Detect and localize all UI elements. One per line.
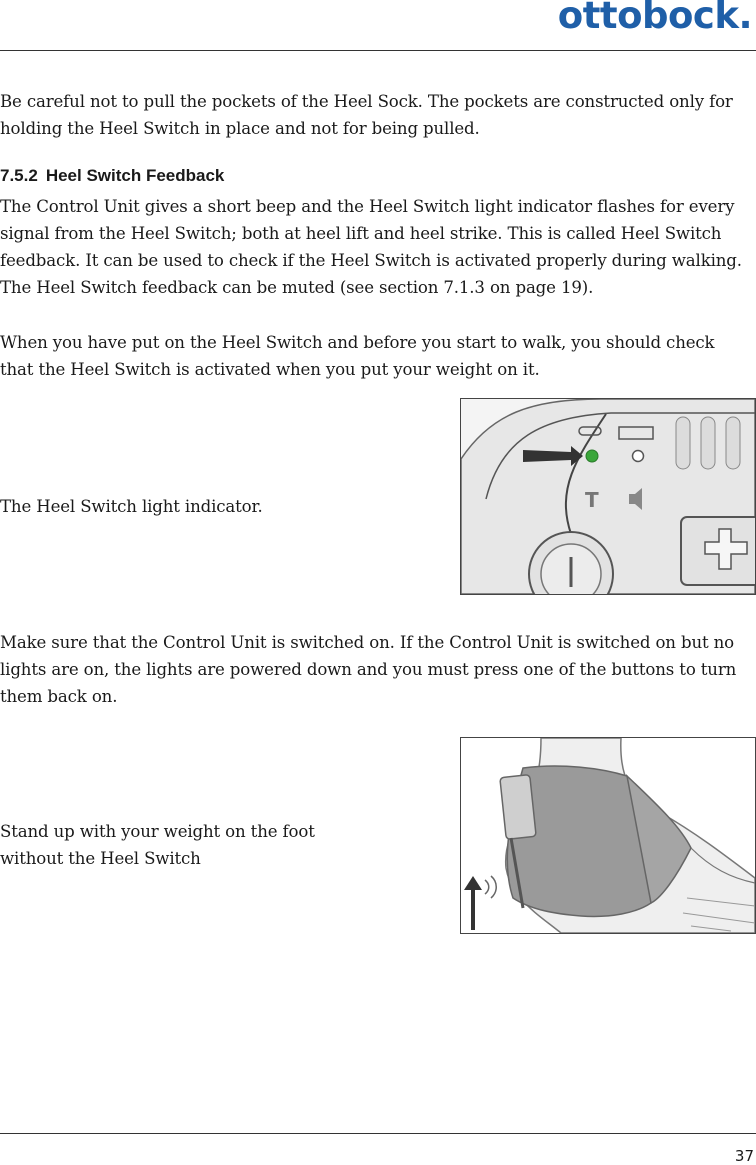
pocket-warning-paragraph: Be careful not to pull the pockets of the Heel Sock. The pockets are constructed only for holding the Heel Switch in place and not for being pulled. <box>0 92 733 138</box>
indicator-caption: The Heel Switch light indicator. <box>0 497 263 516</box>
ottobock-logo: ottobock. <box>557 0 752 37</box>
footer-rule <box>0 1133 756 1134</box>
control-unit-figure <box>460 398 756 595</box>
header-rule <box>0 50 756 51</box>
stand-up-caption <box>0 818 315 872</box>
section-number: 7.5.2 <box>0 166 38 185</box>
feedback-paragraph: The Control Unit gives a short beep and the Heel Switch light indicator flashes for every signal from the Heel Switch; both at heel lift and heel strike. This is called Heel Switch feedback. It can be used to check if the Heel Switch is activated properly during walking. The Heel Switch feedback can be muted (see section 7.1.3 on page 19). <box>0 197 742 297</box>
check-activation-paragraph: When you have put on the Heel Switch and before you start to walk, you should check that the Heel Switch is activated when you put your weight on it. <box>0 333 715 379</box>
switched-on-paragraph: Make sure that the Control Unit is switched on. If the Control Unit is switched on but no lights are on, the lights are powered down and you must press one of the buttons to turn them back on. <box>0 633 737 706</box>
stand-up-caption-line1: Stand up with your weight on the foot <box>0 822 315 841</box>
svg-text:T: T <box>585 488 599 512</box>
heel-switch-led <box>586 450 598 462</box>
page-number: 37 <box>734 1147 754 1165</box>
heel-sock-illustration <box>461 738 755 933</box>
control-unit-illustration <box>461 399 755 594</box>
section-heading <box>0 166 224 186</box>
section-title: Heel Switch Feedback <box>45 166 225 185</box>
stand-up-caption-line2: without the Heel Switch <box>0 849 201 868</box>
heel-sock-figure <box>460 737 756 934</box>
